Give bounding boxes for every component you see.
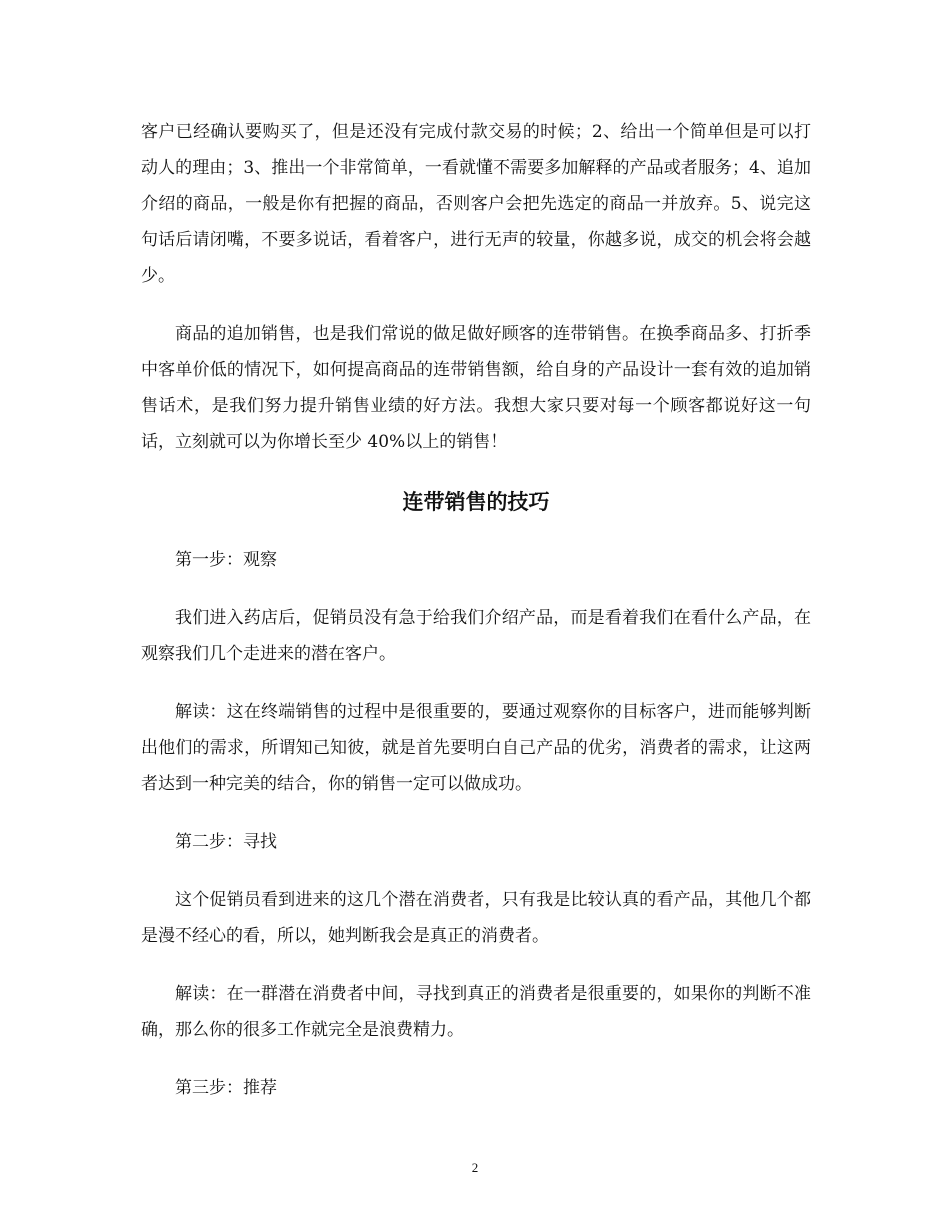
paragraph-add-on-sales: 商品的追加销售，也是我们常说的做足做好顾客的连带销售。在换季商品多、打折季中客单价低的情况下，如何提高商品的连带销售额，给自身的产品设计一套有效的追加销售话术，是我们努力提升销售业绩的好方法。我想大家只要对每一个顾客都说好这一句话，立刻就可以为你增长至少 40%以上的销售！ bbox=[141, 324, 811, 452]
page-number: 2 bbox=[471, 1160, 479, 1175]
document-body bbox=[141, 114, 811, 1128]
paragraph-continued: 客户已经确认要购买了，但是还没有完成付款交易的时候；2、给出一个简单但是可以打动人的理由；3、推出一个非常简单，一看就懂不需要多加解释的产品或者服务；4、追加介绍的商品，一般是你有把握的商品，否则客户会把先选定的商品一并放弃。5、说完这句话后请闭嘴，不要多说话，看着客户，进行无声的较量，你越多说，成交的机会将会越少。 bbox=[141, 122, 811, 286]
step-two-description: 这个促销员看到进来的这几个潜在消费者，只有我是比较认真的看产品，其他几个都是漫不经心的看，所以，她判断我会是真正的消费者。 bbox=[141, 890, 811, 946]
step-two-interpretation: 解读：在一群潜在消费者中间，寻找到真正的消费者是很重要的，如果你的判断不准确，那么你的很多工作就完全是浪费精力。 bbox=[141, 984, 811, 1040]
step-two-heading: 第二步：寻找 bbox=[175, 832, 277, 852]
step-three-heading: 第三步：推荐 bbox=[175, 1078, 277, 1098]
step-one-description: 我们进入药店后，促销员没有急于给我们介绍产品，而是看着我们在看什么产品，在观察我们几个走进来的潜在客户。 bbox=[141, 608, 811, 664]
section-heading: 连带销售的技巧 bbox=[402, 490, 550, 514]
step-one-heading: 第一步：观察 bbox=[175, 550, 277, 570]
step-one-interpretation: 解读：这在终端销售的过程中是很重要的，要通过观察你的目标客户，进而能够判断出他们的需求，所谓知己知彼，就是首先要明白自己产品的优劣，消费者的需求，让这两者达到一种完美的结合，你的销售一定可以做成功。 bbox=[141, 702, 811, 794]
